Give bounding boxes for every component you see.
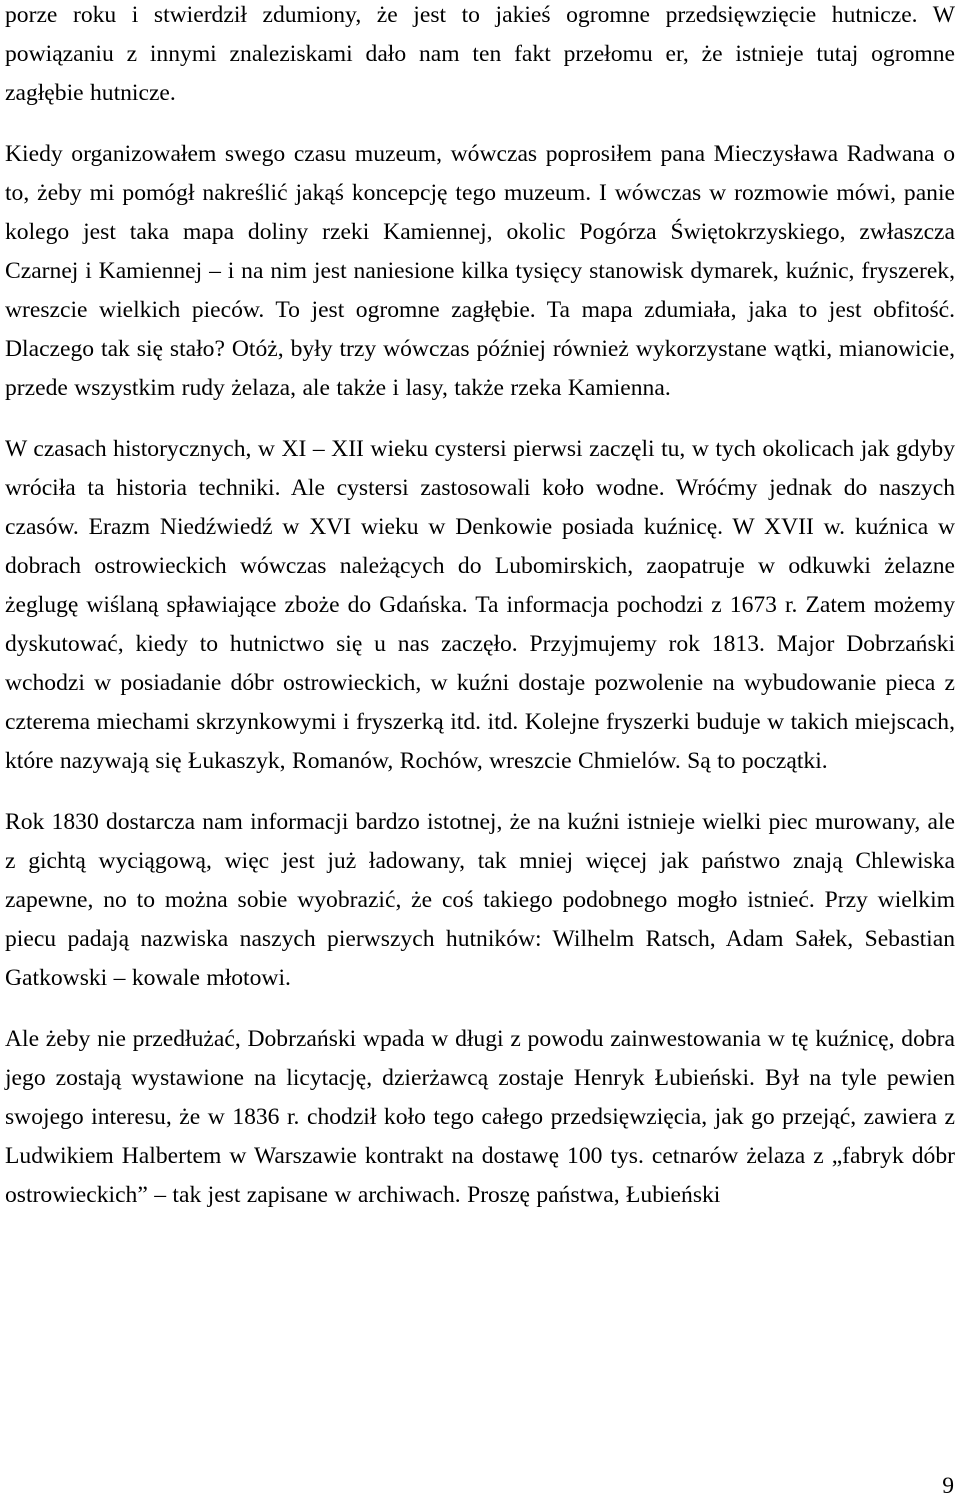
page-number: 9: [942, 1473, 954, 1499]
paragraph-5: Ale żeby nie przedłużać, Dobrzański wpada w długi z powodu zainwestowania w tę kuźnicę, dobra jego zostają wystawione na licytację, dzierżawcą zostaje Henryk Łubieński. Był na tyle pewien swojego interesu, że w 1836 r. chodził koło tego całego przedsięwzięcia, jak go przejąć, zawiera z Ludwikiem Halbertem w Warszawie kontrakt na dostawę 100 tys. cetnarów żelaza z „fabryk dóbr ostrowieckich” – tak jest zapisane w archiwach. Proszę państwa, Łubieński: [5, 1026, 955, 1208]
paragraph-1: porze roku i stwierdził zdumiony, że jest to jakieś ogromne przedsięwzięcie hutnicze. W powiązaniu z innymi znaleziskami dało nam ten fakt przełomu er, że istnieje tutaj ogromne zagłębie hutnicze.: [5, 2, 955, 106]
document-page: [5, 0, 955, 1215]
paragraph-3: W czasach historycznych, w XI – XII wieku cystersi pierwsi zaczęli tu, w tych okolicach jak gdyby wróciła ta historia techniki. Ale cystersi zastosowali koło wodne. Wróćmy jednak do naszych czasów. Erazm Niedźwiedź w XVI wieku w Denkowie posiada kuźnicę. W XVII w. kuźnica w dobrach ostrowieckich wówczas należących do Lubomirskich, zaopatruje w odkuwki żelazne żeglugę wiślaną spławiające zboże do Gdańska. Ta informacja pochodzi z 1673 r. Zatem możemy dyskutować, kiedy to hutnictwo się u nas zaczęło. Przyjmujemy rok 1813. Major Dobrzański wchodzi w posiadanie dóbr ostrowieckich, w kuźni dostaje pozwolenie na wybudowanie pieca z czterema miechami skrzynkowymi i fryszerką itd. itd. Kolejne fryszerki buduje w takich miejscach, które nazywają się Łukaszyk, Romanów, Rochów, wreszcie Chmielów. Są to początki.: [5, 436, 955, 774]
paragraph-4: Rok 1830 dostarcza nam informacji bardzo istotnej, że na kuźni istnieje wielki piec murowany, ale z gichtą wyciągową, więc jest już ładowany, tak mniej więcej jak państwo znają Chlewiska zapewne, no to można sobie wyobrazić, że coś takiego podobnego mogło istnieć. Przy wielkim piecu padają nazwiska naszych pierwszych hutników: Wilhelm Ratsch, Adam Sałek, Sebastian Gatkowski – kowale młotowi.: [5, 809, 955, 991]
paragraph-2: Kiedy organizowałem swego czasu muzeum, wówczas poprosiłem pana Mieczysława Radwana o to, żeby mi pomógł nakreślić jakąś koncepcję tego muzeum. I wówczas w rozmowie mówi, panie kolego jest taka mapa doliny rzeki Kamiennej, okolic Pogórza Świętokrzyskiego, zwłaszcza Czarnej i Kamiennej – i na nim jest naniesione kilka tysięcy stanowisk dymarek, kuźnic, fryszerek, wreszcie wielkich pieców. To jest ogromne zagłębie. Ta mapa zdumiała, jaka to jest obfitość. Dlaczego tak się stało? Otóż, były trzy wówczas później również wykorzystane wątki, mianowicie, przede wszystkim rudy żelaza, ale także i lasy, także rzeka Kamienna.: [5, 141, 955, 401]
